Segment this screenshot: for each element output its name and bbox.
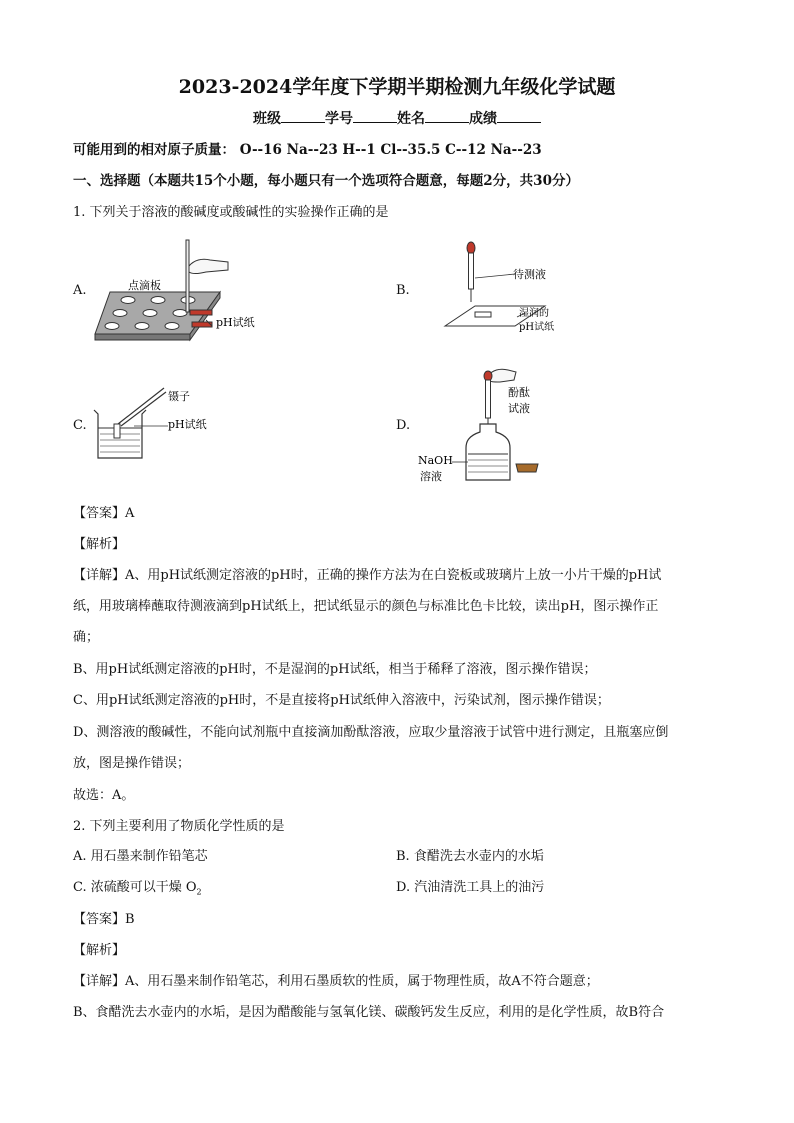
q1-detail-7: 放，图是操作错误； [73,756,191,771]
class-label: 班级 [253,111,281,127]
q1-detail-6: D、测溶液的酸碱性，不能向试剂瓶中直接滴加酚酞溶液，应取少量溶液于试管中进行测定，且瓶塞应倒 [73,725,669,740]
q1-answer: 【答案】A [73,506,135,521]
q1-option-a-label: A. [73,283,87,298]
q1-figure-d [416,362,556,490]
tweezers-icon [118,388,164,424]
page-title: 2023-2024学年度下学期半期检测九年级化学试题 [178,76,616,98]
hand-icon [189,259,228,273]
bottle-stopper [516,464,538,472]
q2-analysis: 【解析】 [73,943,126,958]
score-label: 成绩 [469,111,497,127]
q2-option-b: B. 食醋洗去水壶内的水垢 [396,849,544,864]
student-info-line [0,108,794,128]
q1-detail-1: 【详解】A、用pH试纸测定溶液的pH时，正确的操作方法为在白瓷板或玻璃片上放一小片干燥的pH试 [73,568,662,583]
q1-detail-5: C、用pH试纸测定溶液的pH时，不是直接将pH试纸伸入溶液中，污染试剂，图示操作错误； [73,693,610,708]
atomic-masses: 可能用到的相对原子质量： O--16 Na--23 H--1 Cl--35.5 C--12 Na--23 [73,142,542,158]
q1-figure-a [90,234,280,346]
id-label: 学号 [325,111,353,127]
q1-option-c-label: C. [73,418,87,433]
q1-option-b-label: B. [396,283,410,298]
fig-c-paper-label: pH试纸 [168,418,207,431]
fig-b-paper-label-2: pH试纸 [519,322,555,333]
q2-option-d: D. 汽油清洗工具上的油污 [396,880,545,895]
q2-stem: 2. 下列主要利用了物质化学性质的是 [73,819,285,834]
fig-a-plate-label: 点滴板 [128,279,161,292]
q2-detail-2: B、食醋洗去水壶内的水垢，是因为醋酸能与氢氧化镁、碳酸钙发生反应，利用的是化学性质，故B符合 [73,1005,665,1020]
reagent-bottle [466,424,510,480]
score-blank[interactable] [497,110,541,123]
q2-option-c-subscript: 2 [196,887,202,897]
fig-d-indicator-label-1: 酚酞 [508,386,530,399]
section-heading: 一、选择题（本题共15个小题，每小题只有一个选项符合题意，每题2分，共30分） [73,173,579,189]
fig-d-indicator-label-2: 试液 [508,402,530,415]
q1-detail-3: 确； [73,630,100,645]
q1-option-d-label: D. [396,418,411,433]
q1-analysis: 【解析】 [73,537,126,552]
q1-figure-b [415,238,585,338]
id-blank[interactable] [353,110,397,123]
glass-rod [186,240,189,312]
fig-c-tweezers-label: 镊子 [168,390,190,403]
class-blank[interactable] [281,110,325,123]
name-label: 姓名 [397,111,425,127]
name-blank[interactable] [425,110,469,123]
q2-option-c-text: C. 浓硫酸可以干燥 O [73,880,197,895]
q1-conclusion: 故选：A。 [73,788,135,803]
q2-answer: 【答案】B [73,912,135,927]
fig-d-solution-label-2: 溶液 [420,470,442,483]
fig-d-solution-label-1: NaOH [418,454,453,467]
q1-stem: 1. 下列关于溶液的酸碱度或酸碱性的实验操作正确的是 [73,205,389,220]
fig-b-paper-label-1: 湿润的 [519,308,549,319]
q2-option-c [73,879,202,902]
q2-option-a: A. 用石墨来制作铅笔芯 [73,849,208,864]
dropper-bulb-icon [467,242,475,254]
q1-detail-2: 纸，用玻璃棒蘸取待测液滴到pH试纸上，把试纸显示的颜色与标准比色卡比较，读出pH，图示操作正 [73,599,659,614]
q1-detail-4: B、用pH试纸测定溶液的pH时，不是湿润的pH试纸，相当于稀释了溶液，图示操作错误； [73,662,597,677]
q1-figure-c [90,382,230,464]
fig-b-solution-label: 待测液 [513,268,546,281]
fig-a-paper-label: pH试纸 [216,316,255,329]
q2-detail-1: 【详解】A、用石墨来制作铅笔芯，利用石墨质软的性质，属于物理性质，故A不符合题意； [73,974,599,989]
